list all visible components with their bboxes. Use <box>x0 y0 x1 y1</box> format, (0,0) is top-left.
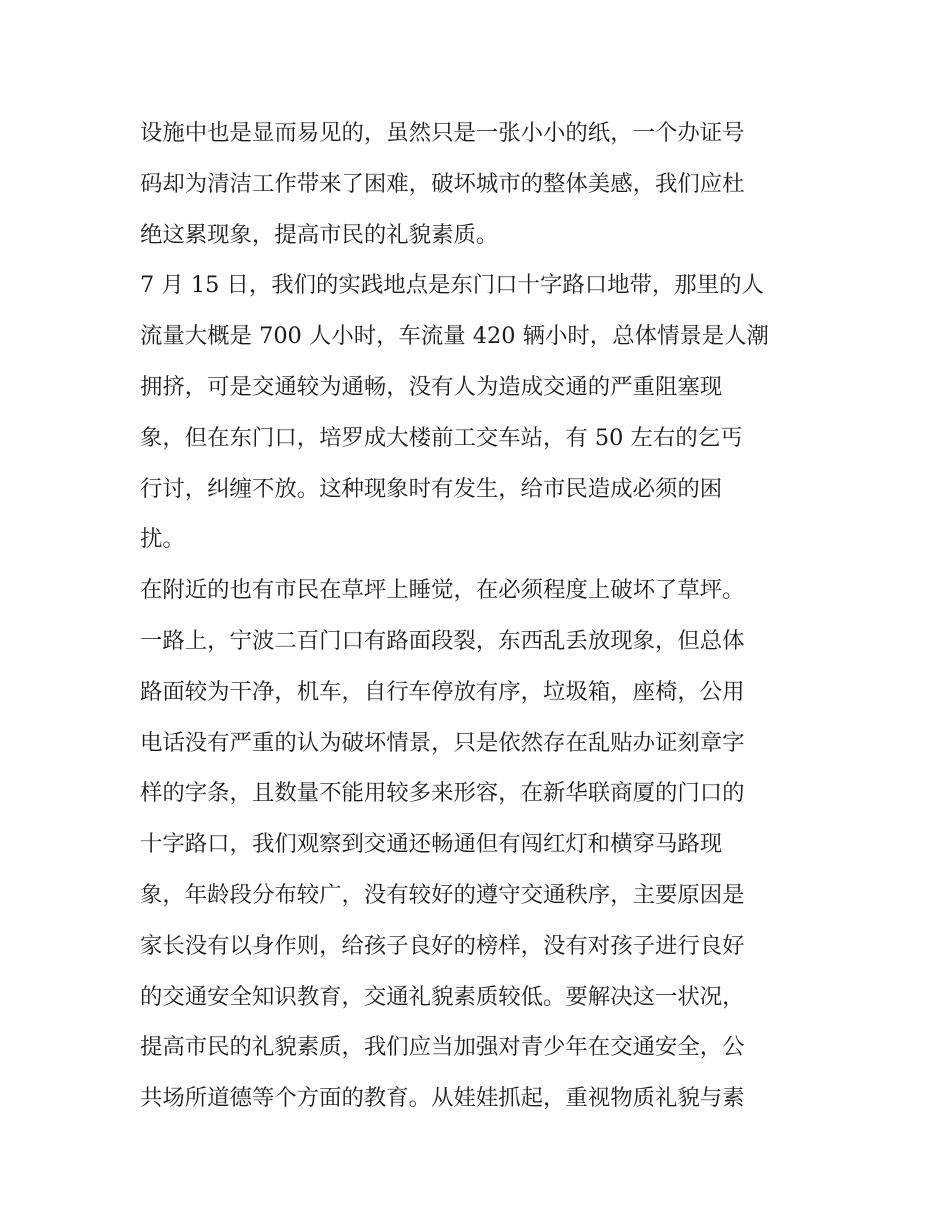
text-line: 拥挤，可是交通较为通畅，没有人为造成交通的严重阻塞现 <box>140 373 723 400</box>
text-line: 设施中也是显而易见的，虽然只是一张小小的纸，一个办证号 <box>140 120 745 146</box>
text-line: 在附近的也有市民在草坪上睡觉，在必须程度上破坏了草坪。 <box>140 577 745 604</box>
text-line: 流量大概是 700 人小时，车流量 420 辆小时，总体情景是人潮 <box>140 323 769 350</box>
text-line: 象，年龄段分布较广，没有较好的遵守交通秩序，主要原因是 <box>140 881 745 908</box>
text-line: 样的字条，且数量不能用较多来形容，在新华联商厦的门口的 <box>140 780 745 807</box>
text-line: 共场所道德等个方面的教育。从娃娃抓起，重视物质礼貌与素 <box>140 1085 745 1112</box>
text-line: 提高市民的礼貌素质，我们应当加强对青少年在交通安全，公 <box>140 1034 745 1061</box>
text-line: 7 月 15 日，我们的实践地点是东门口十字路口地带，那里的人 <box>140 272 764 299</box>
text-line: 象，但在东门口，培罗成大楼前工交车站，有 50 左右的乞丐 <box>140 424 743 451</box>
text-line: 码却为清洁工作带来了困难，破坏城市的整体美感，我们应杜 <box>140 170 745 197</box>
body-text <box>140 108 815 1124</box>
text-line: 的交通安全知识教育，交通礼貌素质较低。要解决这一状况， <box>140 983 745 1010</box>
text-line: 电话没有严重的认为破坏情景，只是依然存在乱贴办证刻章字 <box>140 729 745 756</box>
text-line: 十字路口，我们观察到交通还畅通但有闯红灯和横穿马路现 <box>140 831 723 858</box>
text-line: 扰。 <box>140 526 185 553</box>
text-line: 路面较为干净，机车，自行车停放有序，垃圾箱，座椅，公用 <box>140 678 745 705</box>
text-line: 行讨，纠缠不放。这种现象时有发生，给市民造成必须的困 <box>140 475 723 502</box>
text-line: 一路上，宁波二百门口有路面段裂，东西乱丢放现象，但总体 <box>140 627 745 654</box>
text-line: 家长没有以身作则，给孩子良好的榜样，没有对孩子进行良好 <box>140 932 745 959</box>
text-line: 绝这累现象，提高市民的礼貌素质。 <box>140 221 499 248</box>
